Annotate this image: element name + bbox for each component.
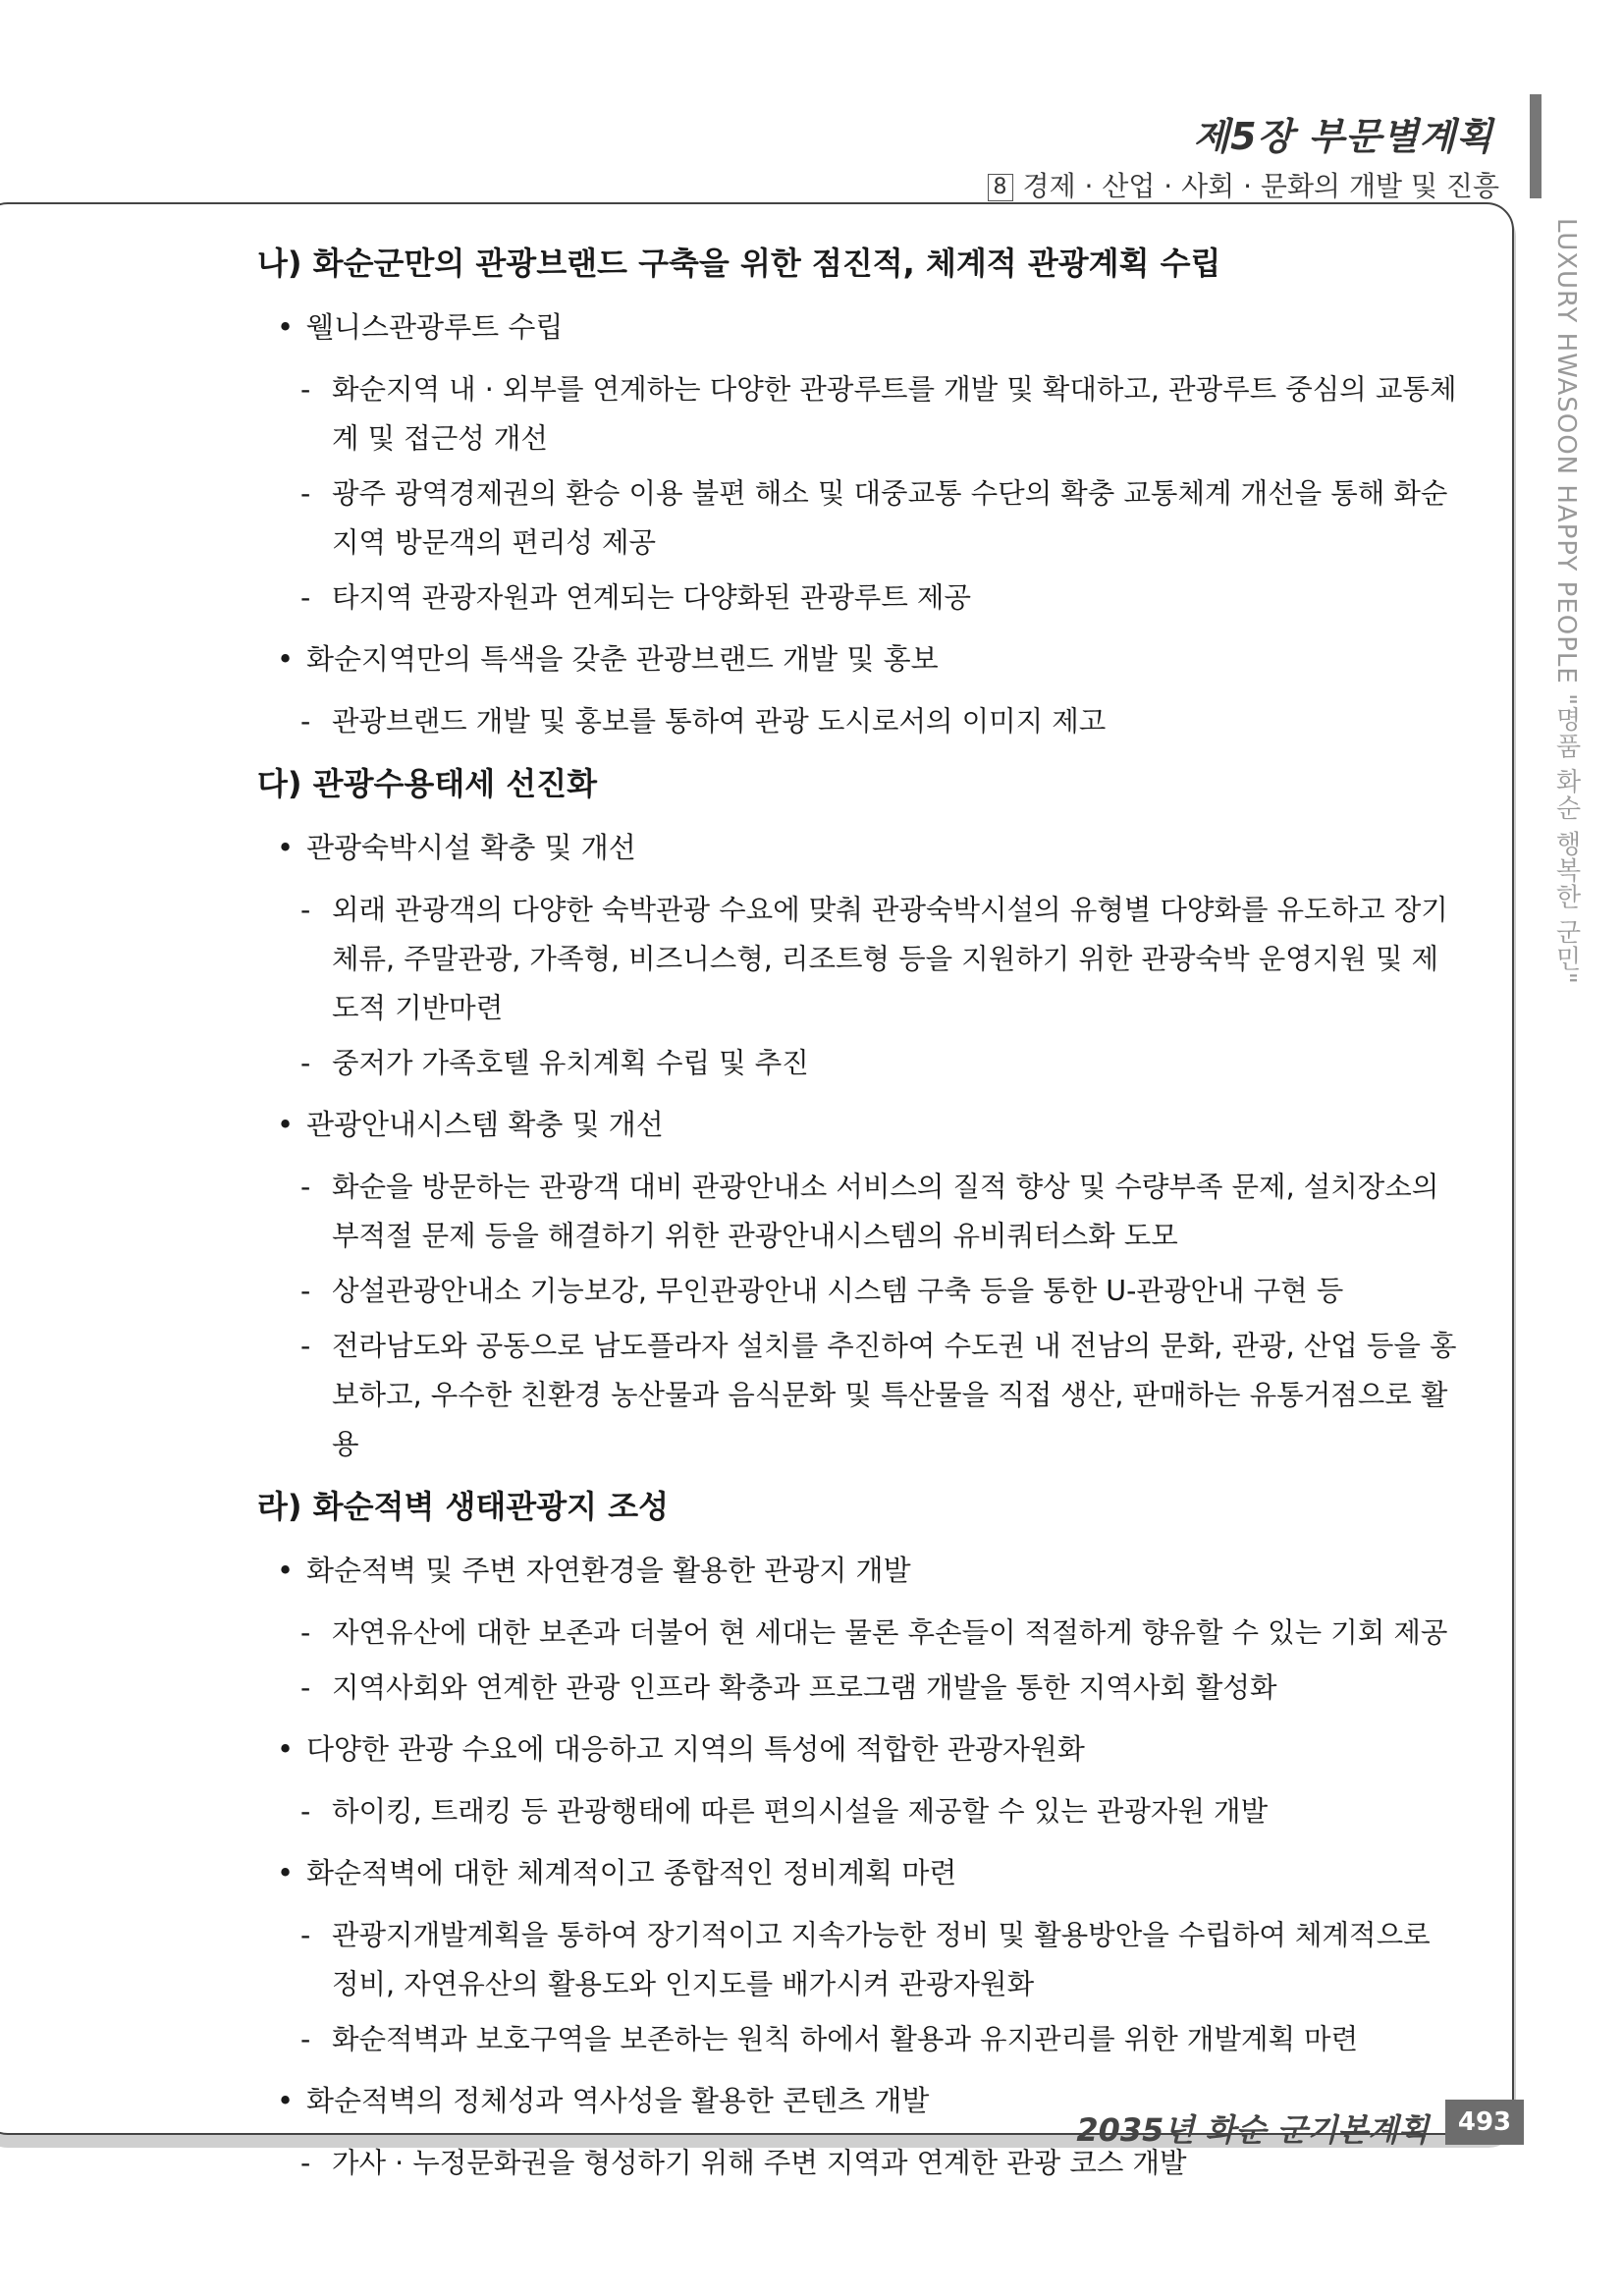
dash-item: - 외래 관광객의 다양한 숙박관광 수요에 맞춰 관광숙박시설의 유형별 다양화를 유도하고 장기 체류, 주말관광, 가족형, 비즈니스형, 리조트형 등을 지원하기 위한 관광숙박 운영지원 및 제도적 기반마련	[257, 886, 1461, 1033]
section-subtitle	[988, 165, 1499, 204]
bullet-item: • 화순적벽 및 주변 자연환경을 활용한 관광지 개발	[257, 1550, 1461, 1591]
dash-item: - 하이킹, 트래킹 등 관광행태에 따른 편의시설을 제공할 수 있는 관광자원 개발	[257, 1787, 1461, 1836]
bullet-item: • 화순적벽에 대한 체계적이고 종합적인 정비계획 마련	[257, 1852, 1461, 1893]
dash-item: - 화순지역 내 · 외부를 연계하는 다양한 관광루트를 개발 및 확대하고, 관광루트 중심의 교통체계 및 접근성 개선	[257, 365, 1461, 464]
section-heading: 라) 화순적벽 생태관광지 조성	[257, 1488, 669, 1525]
dash-item: - 관광브랜드 개발 및 홍보를 통하여 관광 도시로서의 이미지 제고	[257, 697, 1461, 746]
bullet-item: • 웰니스관광루트 수립	[257, 306, 1461, 348]
section-subtitle-text: 경제 · 산업 · 사회 · 문화의 개발 및 진흥	[1022, 170, 1499, 202]
dash-item: - 가사 · 누정문화권을 형성하기 위해 주변 지역과 연계한 관광 코스 개발	[257, 2139, 1461, 2188]
section-heading: 나) 화순군만의 관광브랜드 구축을 위한 점진적, 체계적 관광계획 수립	[257, 245, 1221, 282]
dash-item: - 화순적벽과 보호구역을 보존하는 원칙 하에서 활용과 유지관리를 위한 개발계획 마련	[257, 2015, 1461, 2064]
dash-item: - 광주 광역경제권의 환승 이용 불편 해소 및 대중교통 수단의 확충 교통체계 개선을 통해 화순 지역 방문객의 편리성 제공	[257, 469, 1461, 568]
section-number-box: 8	[988, 174, 1013, 201]
dash-item: - 중저가 가족호텔 유치계획 수립 및 추진	[257, 1039, 1461, 1088]
bullet-item: • 화순지역만의 특색을 갖춘 관광브랜드 개발 및 홍보	[257, 638, 1461, 680]
dash-item: - 관광지개발계획을 통하여 장기적이고 지속가능한 정비 및 활용방안을 수립하여 체계적으로 정비, 자연유산의 활용도와 인지도를 배가시켜 관광자원화	[257, 1911, 1461, 2009]
document-body	[257, 242, 1461, 2194]
dash-item: - 자연유산에 대한 보존과 더불어 현 세대는 물론 후손들이 적절하게 향유할 수 있는 기회 제공	[257, 1609, 1461, 1658]
dash-item: - 타지역 관광자원과 연계되는 다양화된 관광루트 제공	[257, 574, 1461, 623]
bullet-item: • 다양한 관광 수요에 대응하고 지역의 특성에 적합한 관광자원화	[257, 1728, 1461, 1770]
page-number: 493	[1445, 2100, 1524, 2145]
dash-item: - 전라남도와 공동으로 남도플라자 설치를 추진하여 수도권 내 전남의 문화, 관광, 산업 등을 홍보하고, 우수한 친환경 농산물과 음식문화 및 특산물을 직접 생산, 판매하는 유통거점으로 활용	[257, 1322, 1461, 1469]
bullet-item: • 관광안내시스템 확충 및 개선	[257, 1104, 1461, 1145]
dash-item: - 상설관광안내소 기능보강, 무인관광안내 시스템 구축 등을 통한 U-관광안내 구현 등	[257, 1267, 1461, 1316]
dash-item: - 화순을 방문하는 관광객 대비 관광안내소 서비스의 질적 향상 및 수량부족 문제, 설치장소의 부적절 문제 등을 해결하기 위한 관광안내시스템의 유비쿼터스화 도모	[257, 1163, 1461, 1261]
section-heading: 다) 관광수용태세 선진화	[257, 765, 598, 802]
side-vertical-text: LUXURY HWASOON HAPPY PEOPLE "명품 화순 행복한 군민"	[1551, 218, 1581, 985]
bullet-item: • 관광숙박시설 확충 및 개선	[257, 827, 1461, 868]
bullet-item: • 화순적벽의 정체성과 역사성을 활용한 콘텐츠 개발	[257, 2080, 1461, 2121]
footer-title: 2035년 화순 군기본계획	[1076, 2111, 1429, 2149]
header-accent-bar	[1530, 94, 1542, 198]
chapter-title: 제5장 부문별계획	[1193, 115, 1493, 158]
dash-item: - 지역사회와 연계한 관광 인프라 확충과 프로그램 개발을 통한 지역사회 활성화	[257, 1664, 1461, 1713]
